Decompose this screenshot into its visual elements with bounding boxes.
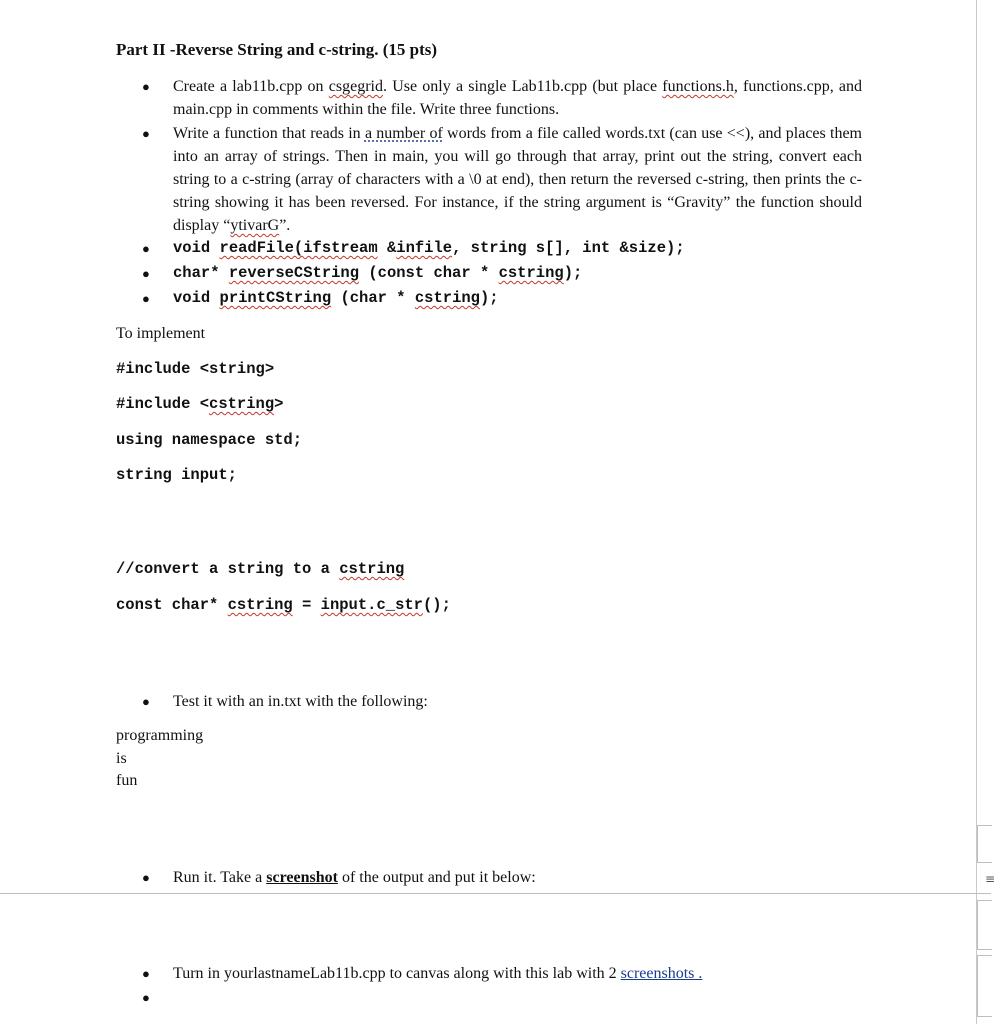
- list-item: [142, 75, 862, 121]
- bullet-icon: ●: [142, 966, 150, 981]
- side-panel-box: [977, 825, 992, 863]
- bullet-icon: ●: [142, 990, 150, 1005]
- page-break-line: [0, 893, 991, 894]
- list-item-text: Create a lab11b.cpp on csgegrid. Use only a single Lab11b.cpp (but place functions.h, functions.cpp, and main.cpp in comments within the file. Write three functions.: [173, 78, 863, 118]
- screenshots-link[interactable]: screenshots .: [620, 965, 703, 982]
- function-signature: char* reverseCString (const char * cstring);: [173, 264, 583, 282]
- bullet-icon: ●: [142, 291, 150, 306]
- bullet-icon: ●: [142, 241, 150, 256]
- bullet-icon: ●: [142, 694, 150, 709]
- function-signature: void printCString (char * cstring);: [173, 289, 499, 307]
- to-implement-label: To implement: [116, 325, 206, 342]
- function-signature: void readFile(ifstream &infile, string s[], int &size);: [173, 239, 685, 257]
- menu-icon[interactable]: ≡: [985, 872, 995, 886]
- section-title: Part II -Reverse String and c-string. (15 pts): [116, 40, 438, 59]
- list-item-text: Turn in yourlastnameLab11b.cpp to canvas along with this lab with 2 screenshots .: [173, 965, 703, 982]
- word-line: fun: [116, 772, 138, 789]
- bullet-icon: ●: [142, 266, 150, 281]
- list-item: [142, 287, 862, 310]
- list-item-text: Write a function that reads in a number of words from a file called words.txt (can use <<), and places them into an array of strings. Then in main, you will go through that array, print out the string, convert each string to a c-string (array of characters with a \0 at end), then return the reversed c-string, then prints the c-string showing it has been reversed. For instance, if the string argument is “Gravity” the function should display “ytivarG”.: [173, 125, 862, 234]
- side-panel-box: [977, 955, 992, 1017]
- list-item: [142, 866, 862, 889]
- bullet-icon: ●: [142, 79, 150, 94]
- list-item-text: Test it with an in.txt with the following:: [173, 693, 428, 710]
- list-item-text: Run it. Take a screenshot of the output and put it below:: [173, 869, 536, 886]
- bullet-icon: ●: [142, 126, 150, 141]
- page-right-edge: [976, 0, 977, 1024]
- word-line: programming: [116, 727, 204, 744]
- side-panel-box: [977, 900, 992, 950]
- list-item: [142, 962, 862, 985]
- list-item: [142, 122, 862, 237]
- bullet-icon: ●: [142, 870, 150, 885]
- word-line: is: [116, 750, 127, 767]
- list-item: [142, 237, 862, 260]
- list-item: [142, 690, 862, 713]
- code-using-namespace: using namespace std;: [116, 431, 303, 449]
- code-comment: //convert a string to a cstring: [116, 560, 405, 578]
- list-item: [142, 262, 862, 285]
- code-string-decl: string input;: [116, 466, 237, 484]
- code-conversion: const char* cstring = input.c_str();: [116, 596, 451, 614]
- code-include-string: #include <string>: [116, 360, 275, 378]
- code-include-cstring: #include <cstring>: [116, 395, 284, 413]
